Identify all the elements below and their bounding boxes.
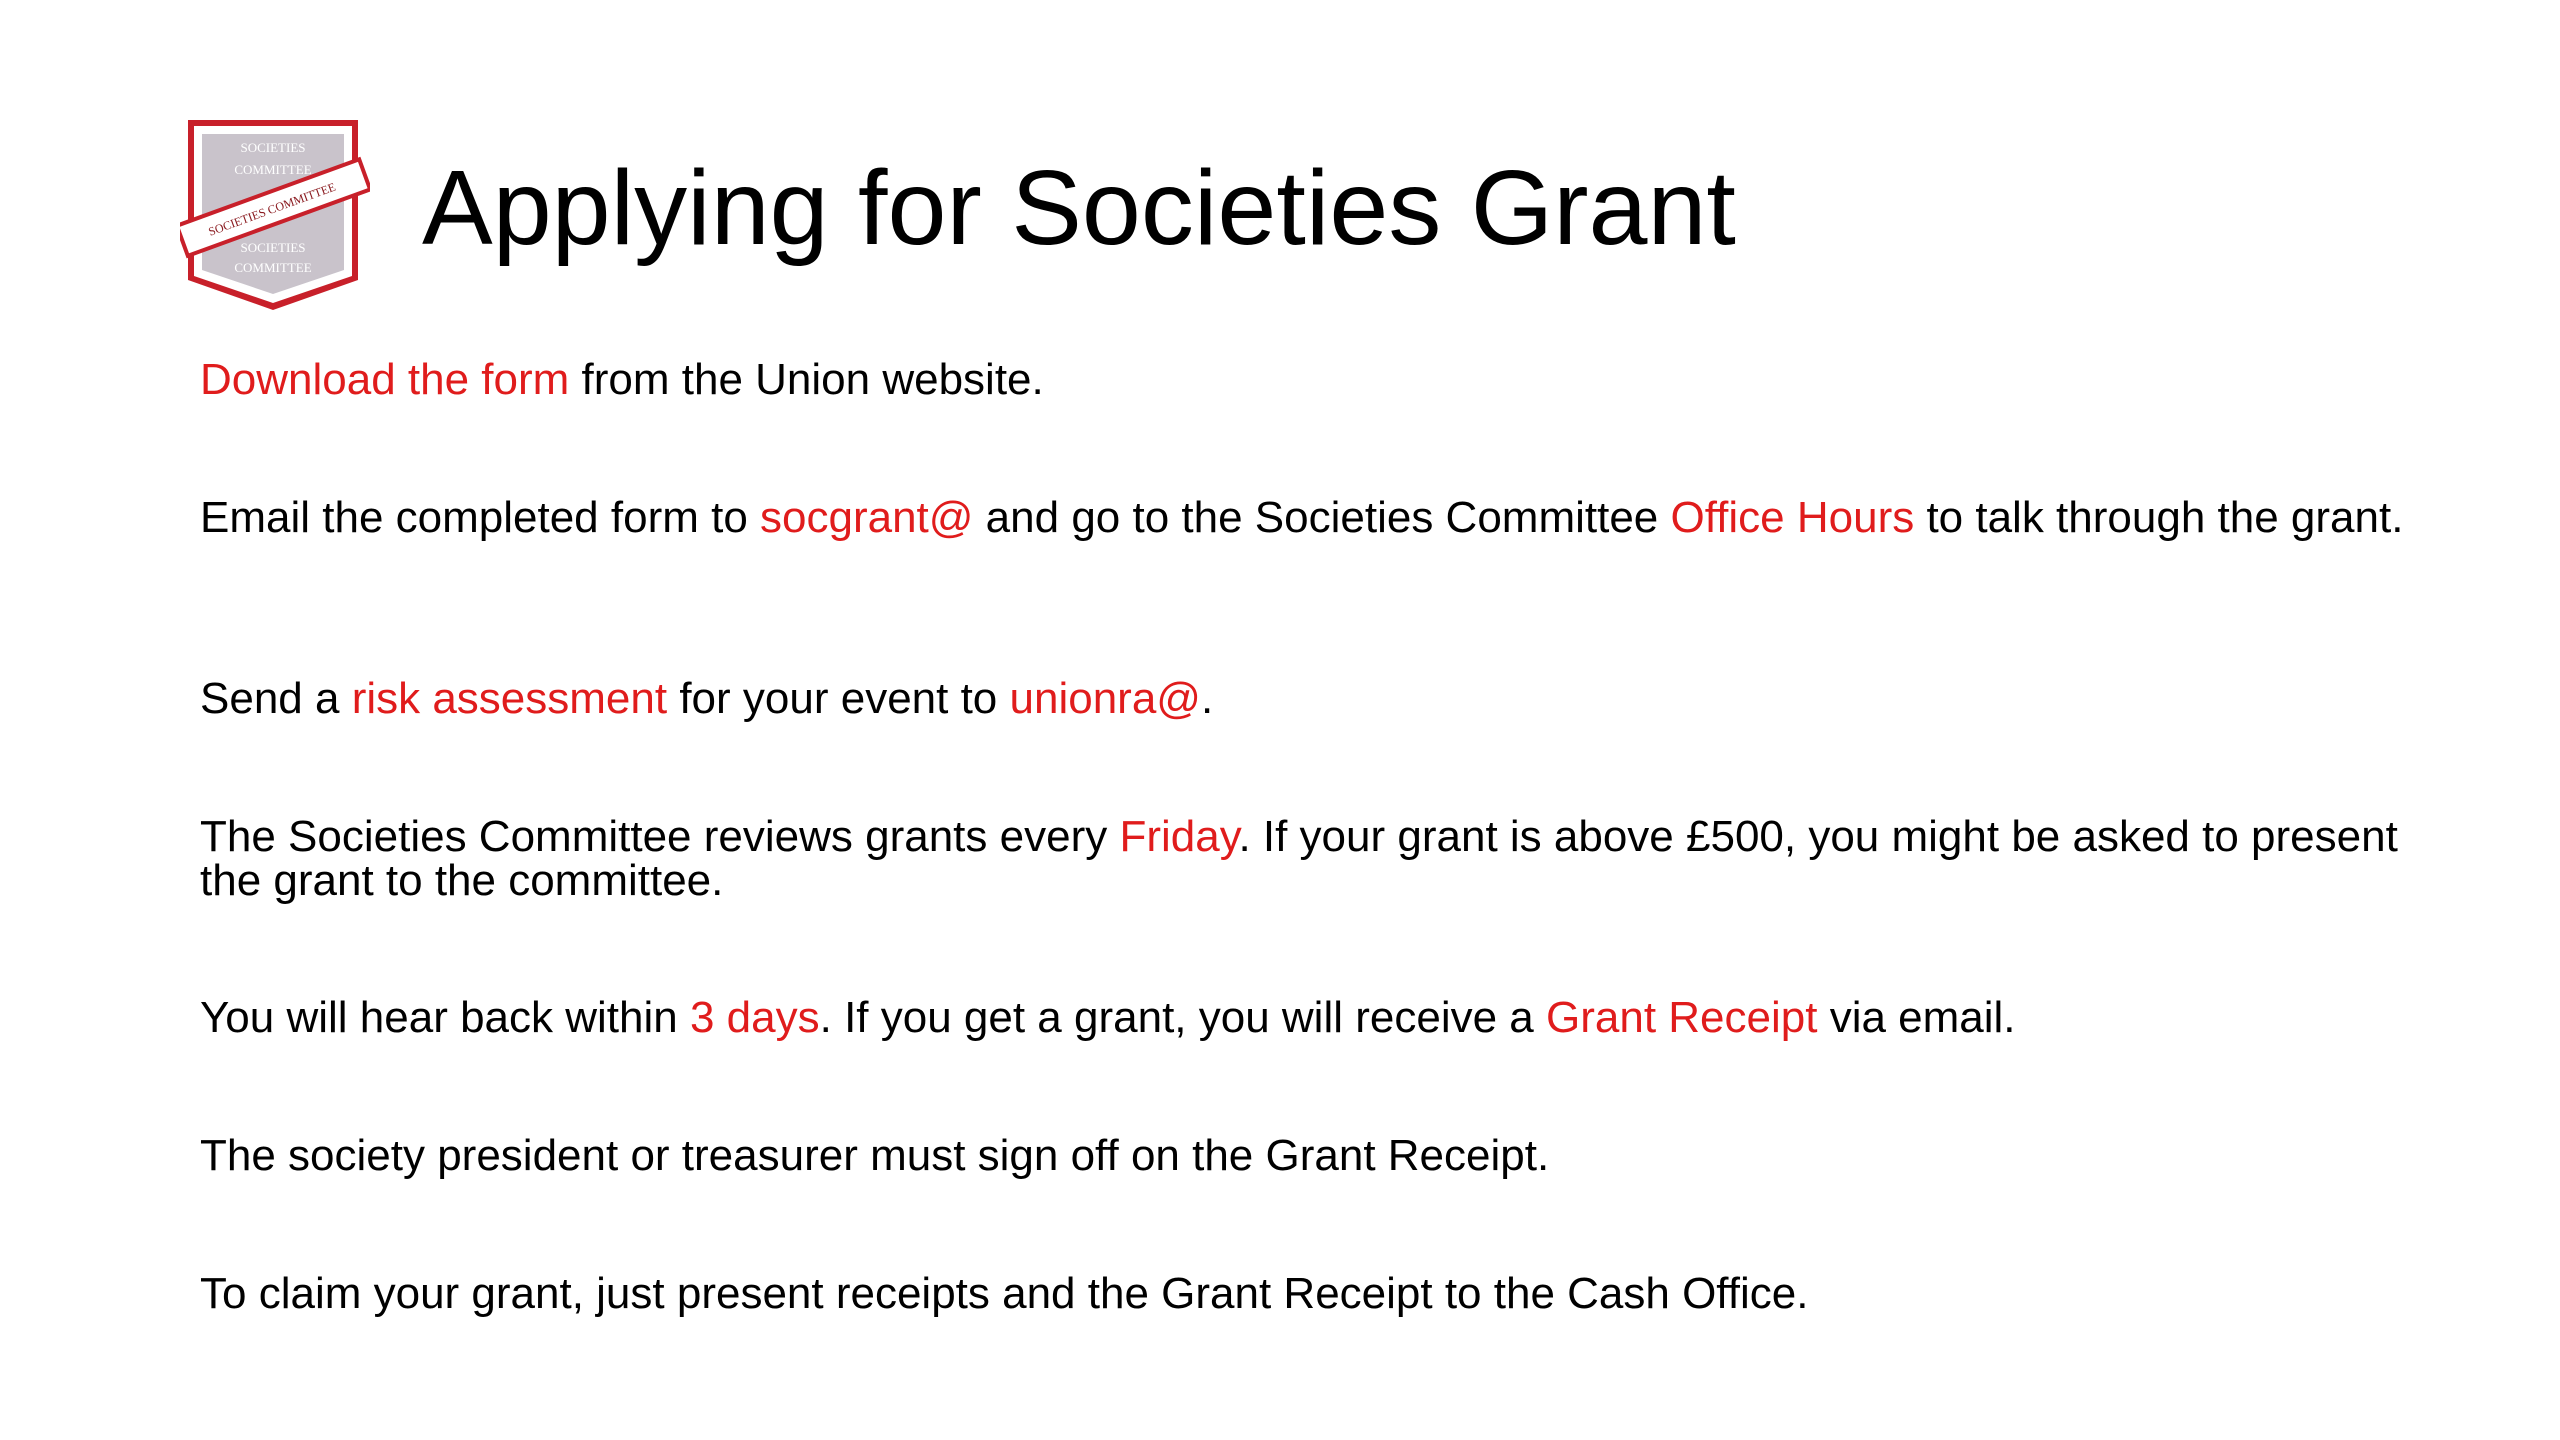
logo-text-5: COMMITTEE xyxy=(234,260,312,275)
logo-text-2: COMMITTEE xyxy=(234,162,312,177)
socgrant-email-link[interactable]: socgrant@ xyxy=(760,493,974,542)
step-email-form: Email the completed form to socgrant@ and go to the Societies Committee Office Hours to talk through the grant. xyxy=(200,493,2404,542)
step-risk-assessment: Send a risk assessment for your event to unionra@. xyxy=(200,674,1214,723)
societies-committee-logo xyxy=(180,112,370,317)
step-claim: To claim your grant, just present receipts and the Grant Receipt to the Cash Office. xyxy=(200,1269,1809,1318)
step-download: Download the form from the Union website. xyxy=(200,355,1044,404)
step-review: The Societies Committee reviews grants every Friday. If your grant is above £500, you might be asked to present the grant to the committee. xyxy=(200,812,2398,905)
slide-title: Applying for Societies Grant xyxy=(422,149,1736,267)
response-time: 3 days xyxy=(689,993,820,1042)
step-sign-off: The society president or treasurer must sign off on the Grant Receipt. xyxy=(200,1131,1550,1180)
office-hours-link[interactable]: Office Hours xyxy=(1670,493,1915,542)
review-day: Friday xyxy=(1119,812,1239,861)
logo-text-1: SOCIETIES xyxy=(240,140,306,155)
risk-assessment-link[interactable]: risk assessment xyxy=(351,674,668,723)
step-hear-back: You will hear back within 3 days. If you get a grant, you will receive a Grant Receipt via email. xyxy=(200,993,2016,1042)
download-form-link[interactable]: Download the form xyxy=(200,355,570,404)
logo-banner-text: SOCIETIES COMMITTEE xyxy=(206,179,338,239)
grant-receipt-link[interactable]: Grant Receipt xyxy=(1546,993,1818,1042)
logo-text-4: SOCIETIES xyxy=(240,240,306,255)
unionra-email-link[interactable]: unionra@ xyxy=(1009,674,1201,723)
